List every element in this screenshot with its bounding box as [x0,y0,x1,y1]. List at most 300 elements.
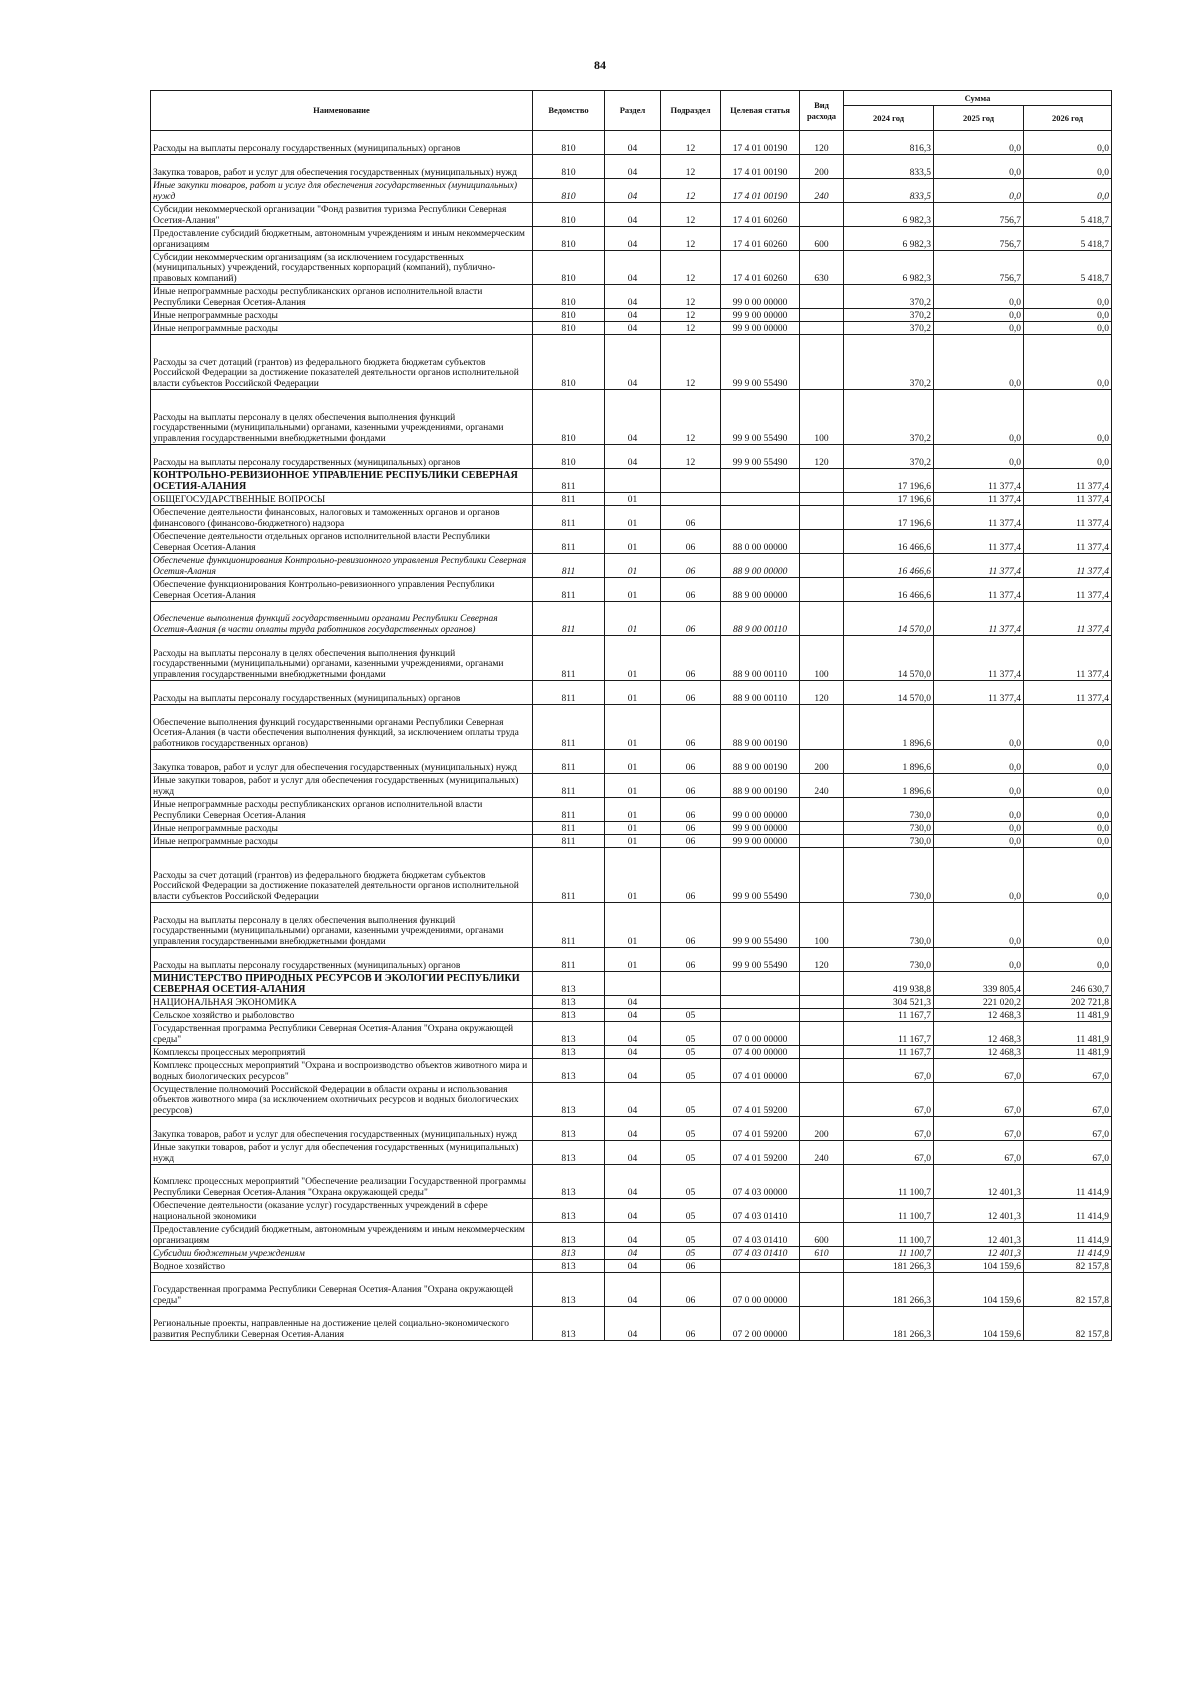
header-year-2026: 2026 год [1024,106,1112,131]
table-row [151,705,1112,750]
table-row [151,390,1112,445]
cell-celevaya-statya: 99 9 00 55490 [721,948,800,972]
cell-sum-2026: 11 377,4 [1024,681,1112,705]
cell-name: Иные непрограммные расходы [151,322,533,335]
table-row [151,602,1112,636]
cell-vid-rashoda [800,1273,844,1307]
table-row [151,822,1112,835]
table-row [151,1009,1112,1022]
header-podrazdel: Подраздел [661,91,721,131]
cell-vedomstvo: 811 [533,848,605,903]
table-row [151,131,1112,155]
cell-name: Расходы на выплаты персоналу государственных (муниципальных) органов [151,948,533,972]
cell-podrazdel: 06 [661,835,721,848]
cell-celevaya-statya: 88 9 00 00110 [721,602,800,636]
cell-vid-rashoda: 120 [800,681,844,705]
table-row [151,506,1112,530]
table-row [151,1083,1112,1117]
cell-sum-2025: 12 468,3 [934,1022,1024,1046]
cell-name: Обеспечение деятельности (оказание услуг) государственных учреждений в сфере национальной экономики [151,1199,533,1223]
cell-celevaya-statya [721,996,800,1009]
cell-sum-2024: 11 167,7 [844,1046,934,1059]
cell-sum-2026: 11 377,4 [1024,636,1112,681]
cell-sum-2025: 0,0 [934,390,1024,445]
cell-vedomstvo: 810 [533,285,605,309]
cell-vedomstvo: 813 [533,1247,605,1260]
cell-sum-2026: 82 157,8 [1024,1307,1112,1341]
cell-sum-2024: 6 982,3 [844,203,934,227]
cell-sum-2026: 11 377,4 [1024,506,1112,530]
cell-celevaya-statya: 99 9 00 55490 [721,335,800,390]
cell-razdel: 04 [605,1022,661,1046]
cell-vid-rashoda [800,1307,844,1341]
table-row [151,493,1112,506]
cell-razdel: 04 [605,179,661,203]
cell-sum-2025: 0,0 [934,948,1024,972]
cell-name: Водное хозяйство [151,1260,533,1273]
cell-podrazdel: 12 [661,179,721,203]
cell-sum-2026: 0,0 [1024,309,1112,322]
cell-vid-rashoda [800,1199,844,1223]
cell-vid-rashoda [800,972,844,996]
header-razdel: Раздел [605,91,661,131]
table-row [151,1165,1112,1199]
cell-celevaya-statya: 99 0 00 00000 [721,285,800,309]
cell-sum-2026: 5 418,7 [1024,227,1112,251]
cell-podrazdel: 05 [661,1199,721,1223]
table-row [151,179,1112,203]
cell-podrazdel: 06 [661,1260,721,1273]
table-row [151,1022,1112,1046]
cell-celevaya-statya: 99 9 00 00000 [721,822,800,835]
cell-sum-2026: 5 418,7 [1024,203,1112,227]
table-row [151,636,1112,681]
cell-sum-2025: 0,0 [934,848,1024,903]
cell-razdel: 04 [605,322,661,335]
cell-vedomstvo: 810 [533,335,605,390]
cell-vid-rashoda: 120 [800,948,844,972]
cell-razdel: 04 [605,285,661,309]
cell-sum-2024: 67,0 [844,1141,934,1165]
cell-vid-rashoda [800,1260,844,1273]
cell-podrazdel: 05 [661,1059,721,1083]
cell-sum-2025: 0,0 [934,822,1024,835]
cell-sum-2026: 0,0 [1024,822,1112,835]
cell-vedomstvo: 813 [533,1022,605,1046]
cell-razdel: 04 [605,1307,661,1341]
cell-podrazdel: 12 [661,322,721,335]
cell-podrazdel: 06 [661,798,721,822]
cell-celevaya-statya [721,493,800,506]
cell-celevaya-statya [721,469,800,493]
cell-razdel: 01 [605,554,661,578]
cell-sum-2024: 67,0 [844,1117,934,1141]
cell-sum-2025: 12 401,3 [934,1199,1024,1223]
cell-razdel: 01 [605,848,661,903]
cell-celevaya-statya: 07 4 03 00000 [721,1165,800,1199]
cell-vedomstvo: 810 [533,309,605,322]
cell-podrazdel: 05 [661,1009,721,1022]
cell-sum-2026: 11 377,4 [1024,530,1112,554]
cell-sum-2026: 67,0 [1024,1117,1112,1141]
cell-vedomstvo: 813 [533,1046,605,1059]
cell-name: Закупка товаров, работ и услуг для обеспечения государственных (муниципальных) нужд [151,750,533,774]
cell-vedomstvo: 811 [533,903,605,948]
cell-vedomstvo: 810 [533,179,605,203]
cell-sum-2025: 0,0 [934,774,1024,798]
cell-sum-2024: 833,5 [844,179,934,203]
cell-name: Иные непрограммные расходы республиканских органов исполнительной власти Республики Северная Осетия-Алания [151,798,533,822]
table-row [151,948,1112,972]
cell-sum-2024: 181 266,3 [844,1273,934,1307]
cell-sum-2026: 0,0 [1024,285,1112,309]
cell-vid-rashoda: 100 [800,903,844,948]
cell-sum-2026: 0,0 [1024,848,1112,903]
cell-vedomstvo: 810 [533,227,605,251]
cell-sum-2025: 756,7 [934,227,1024,251]
cell-celevaya-statya [721,1260,800,1273]
cell-sum-2025: 0,0 [934,798,1024,822]
cell-razdel: 01 [605,798,661,822]
cell-sum-2024: 730,0 [844,903,934,948]
cell-vid-rashoda [800,530,844,554]
cell-vedomstvo: 810 [533,251,605,285]
cell-celevaya-statya: 99 9 00 55490 [721,903,800,948]
cell-razdel: 04 [605,227,661,251]
cell-podrazdel: 12 [661,285,721,309]
cell-sum-2024: 6 982,3 [844,251,934,285]
table-row [151,681,1112,705]
cell-sum-2024: 370,2 [844,285,934,309]
cell-celevaya-statya: 88 9 00 00000 [721,554,800,578]
cell-name: Иные непрограммные расходы [151,309,533,322]
cell-name: Субсидии бюджетным учреждениям [151,1247,533,1260]
cell-vedomstvo: 811 [533,774,605,798]
table-row [151,1059,1112,1083]
cell-razdel: 04 [605,1141,661,1165]
cell-razdel: 04 [605,445,661,469]
cell-razdel: 04 [605,1260,661,1273]
cell-sum-2024: 816,3 [844,131,934,155]
cell-sum-2024: 304 521,3 [844,996,934,1009]
cell-name: Расходы за счет дотаций (грантов) из федерального бюджета бюджетам субъектов Российской Федерации за достижение показателей деятельности органов исполнительной власти субъектов Российской Федерации [151,335,533,390]
table-row [151,251,1112,285]
cell-razdel: 04 [605,155,661,179]
header-name: Наименование [151,91,533,131]
cell-vedomstvo: 811 [533,493,605,506]
cell-razdel: 01 [605,636,661,681]
cell-vedomstvo: 811 [533,681,605,705]
cell-podrazdel: 06 [661,602,721,636]
header-celevaya-statya: Целевая статья [721,91,800,131]
table-row [151,903,1112,948]
cell-sum-2024: 16 466,6 [844,530,934,554]
cell-sum-2026: 11 414,9 [1024,1247,1112,1260]
cell-sum-2025: 0,0 [934,835,1024,848]
cell-sum-2025: 0,0 [934,309,1024,322]
cell-sum-2026: 0,0 [1024,835,1112,848]
cell-vedomstvo: 813 [533,1273,605,1307]
cell-sum-2024: 833,5 [844,155,934,179]
cell-sum-2024: 16 466,6 [844,578,934,602]
cell-razdel: 04 [605,335,661,390]
cell-celevaya-statya: 88 9 00 00110 [721,681,800,705]
cell-sum-2025: 11 377,4 [934,469,1024,493]
table-row [151,1046,1112,1059]
cell-sum-2025: 11 377,4 [934,554,1024,578]
cell-vedomstvo: 813 [533,1117,605,1141]
cell-sum-2025: 11 377,4 [934,636,1024,681]
cell-podrazdel: 12 [661,309,721,322]
cell-podrazdel: 06 [661,903,721,948]
cell-razdel: 01 [605,578,661,602]
cell-vid-rashoda [800,1083,844,1117]
cell-podrazdel [661,493,721,506]
table-row [151,1247,1112,1260]
cell-celevaya-statya: 99 0 00 00000 [721,798,800,822]
cell-name: Расходы на выплаты персоналу в целях обеспечения выполнения функций государственными (муниципальными) органами, казенными учреждениями, органами управления государственными внебюджетными фондами [151,903,533,948]
cell-sum-2026: 0,0 [1024,445,1112,469]
cell-razdel: 01 [605,530,661,554]
cell-vedomstvo: 811 [533,506,605,530]
cell-name: Сельское хозяйство и рыболовство [151,1009,533,1022]
cell-sum-2026: 67,0 [1024,1141,1112,1165]
cell-vedomstvo: 811 [533,705,605,750]
cell-sum-2026: 11 481,9 [1024,1009,1112,1022]
cell-name: Субсидии некоммерческим организациям (за исключением государственных (муниципальных) учреждений, государственных корпораций (компаний), публично-правовых компаний) [151,251,533,285]
cell-vid-rashoda [800,835,844,848]
cell-celevaya-statya: 07 4 03 01410 [721,1223,800,1247]
table-header [151,91,1112,131]
cell-podrazdel: 12 [661,251,721,285]
cell-vedomstvo: 811 [533,578,605,602]
cell-sum-2025: 11 377,4 [934,681,1024,705]
cell-name: НАЦИОНАЛЬНАЯ ЭКОНОМИКА [151,996,533,1009]
table-row [151,774,1112,798]
cell-name: Расходы на выплаты персоналу государственных (муниципальных) органов [151,681,533,705]
cell-sum-2025: 67,0 [934,1083,1024,1117]
cell-celevaya-statya: 99 9 00 00000 [721,309,800,322]
cell-sum-2026: 0,0 [1024,774,1112,798]
cell-vid-rashoda: 600 [800,227,844,251]
cell-podrazdel: 05 [661,1223,721,1247]
cell-sum-2024: 17 196,6 [844,493,934,506]
cell-podrazdel: 05 [661,1046,721,1059]
cell-sum-2024: 730,0 [844,848,934,903]
cell-sum-2026: 0,0 [1024,903,1112,948]
table-row [151,203,1112,227]
cell-celevaya-statya: 99 9 00 00000 [721,322,800,335]
cell-razdel: 04 [605,251,661,285]
cell-razdel: 01 [605,493,661,506]
header-vedomstvo: Ведомство [533,91,605,131]
cell-vid-rashoda [800,705,844,750]
cell-sum-2026: 11 377,4 [1024,469,1112,493]
cell-sum-2026: 5 418,7 [1024,251,1112,285]
cell-razdel: 04 [605,1117,661,1141]
cell-sum-2026: 11 377,4 [1024,578,1112,602]
cell-sum-2024: 11 100,7 [844,1199,934,1223]
cell-sum-2026: 11 377,4 [1024,554,1112,578]
cell-sum-2025: 0,0 [934,705,1024,750]
table-row [151,285,1112,309]
cell-razdel [605,469,661,493]
cell-name: Иные закупки товаров, работ и услуг для обеспечения государственных (муниципальных) нужд [151,774,533,798]
cell-name: Иные непрограммные расходы [151,822,533,835]
cell-celevaya-statya [721,972,800,996]
cell-vedomstvo: 811 [533,469,605,493]
cell-vedomstvo: 813 [533,1223,605,1247]
cell-name: Государственная программа Республики Северная Осетия-Алания "Охрана окружающей среды" [151,1022,533,1046]
cell-name: МИНИСТЕРСТВО ПРИРОДНЫХ РЕСУРСОВ И ЭКОЛОГИИ РЕСПУБЛИКИ СЕВЕРНАЯ ОСЕТИЯ-АЛАНИЯ [151,972,533,996]
cell-name: Предоставление субсидий бюджетным, автономным учреждениям и иным некоммерческим организациям [151,227,533,251]
cell-razdel: 04 [605,1199,661,1223]
cell-celevaya-statya: 99 9 00 55490 [721,848,800,903]
cell-celevaya-statya: 07 0 00 00000 [721,1273,800,1307]
cell-sum-2024: 419 938,8 [844,972,934,996]
cell-vid-rashoda [800,996,844,1009]
cell-vid-rashoda [800,285,844,309]
cell-celevaya-statya: 07 4 03 01410 [721,1247,800,1260]
cell-name: Обеспечение функционирования Контрольно-ревизионного управления Республики Северная Осетия-Алания [151,554,533,578]
cell-razdel [605,972,661,996]
cell-sum-2025: 756,7 [934,203,1024,227]
cell-sum-2026: 0,0 [1024,131,1112,155]
cell-vid-rashoda: 630 [800,251,844,285]
cell-sum-2024: 370,2 [844,309,934,322]
cell-sum-2024: 730,0 [844,835,934,848]
cell-razdel: 04 [605,1273,661,1307]
cell-sum-2026: 0,0 [1024,750,1112,774]
cell-vid-rashoda [800,1165,844,1199]
cell-razdel: 01 [605,681,661,705]
cell-sum-2026: 67,0 [1024,1059,1112,1083]
cell-razdel: 01 [605,822,661,835]
cell-sum-2024: 67,0 [844,1059,934,1083]
cell-sum-2025: 0,0 [934,335,1024,390]
cell-vedomstvo: 811 [533,602,605,636]
cell-razdel: 04 [605,1059,661,1083]
cell-sum-2026: 0,0 [1024,155,1112,179]
table-row [151,445,1112,469]
cell-razdel: 04 [605,996,661,1009]
cell-vid-rashoda [800,1046,844,1059]
cell-name: Иные непрограммные расходы [151,835,533,848]
cell-vid-rashoda: 200 [800,155,844,179]
cell-sum-2024: 11 100,7 [844,1223,934,1247]
table-row [151,469,1112,493]
cell-podrazdel [661,996,721,1009]
cell-sum-2024: 1 896,6 [844,750,934,774]
table-row [151,227,1112,251]
cell-name: Расходы на выплаты персоналу государственных (муниципальных) органов [151,131,533,155]
cell-sum-2026: 0,0 [1024,179,1112,203]
cell-sum-2024: 1 896,6 [844,705,934,750]
cell-vid-rashoda: 240 [800,1141,844,1165]
cell-razdel: 01 [605,602,661,636]
cell-vedomstvo: 813 [533,1059,605,1083]
cell-sum-2025: 756,7 [934,251,1024,285]
cell-vedomstvo: 813 [533,1083,605,1117]
cell-sum-2024: 730,0 [844,798,934,822]
cell-sum-2025: 0,0 [934,445,1024,469]
cell-vedomstvo: 813 [533,1199,605,1223]
cell-vedomstvo: 811 [533,530,605,554]
cell-sum-2026: 11 414,9 [1024,1223,1112,1247]
cell-sum-2024: 14 570,0 [844,602,934,636]
cell-vid-rashoda [800,493,844,506]
cell-sum-2026: 0,0 [1024,948,1112,972]
cell-vid-rashoda: 610 [800,1247,844,1260]
cell-sum-2026: 0,0 [1024,798,1112,822]
cell-sum-2025: 104 159,6 [934,1273,1024,1307]
cell-vedomstvo: 810 [533,390,605,445]
cell-podrazdel: 06 [661,1307,721,1341]
cell-razdel: 04 [605,203,661,227]
cell-celevaya-statya: 17 4 01 60260 [721,251,800,285]
cell-sum-2024: 14 570,0 [844,636,934,681]
cell-razdel: 01 [605,835,661,848]
cell-celevaya-statya: 88 9 00 00190 [721,750,800,774]
cell-name: Расходы на выплаты персоналу государственных (муниципальных) органов [151,445,533,469]
cell-celevaya-statya: 07 4 01 59200 [721,1117,800,1141]
cell-vid-rashoda: 120 [800,131,844,155]
table-row [151,996,1112,1009]
cell-vid-rashoda: 120 [800,445,844,469]
cell-vid-rashoda [800,1059,844,1083]
cell-sum-2025: 11 377,4 [934,602,1024,636]
cell-vid-rashoda [800,203,844,227]
cell-sum-2026: 0,0 [1024,322,1112,335]
cell-sum-2026: 82 157,8 [1024,1260,1112,1273]
table-row [151,848,1112,903]
cell-sum-2025: 0,0 [934,131,1024,155]
cell-razdel: 04 [605,1223,661,1247]
cell-vedomstvo: 813 [533,1165,605,1199]
cell-celevaya-statya: 99 9 00 00000 [721,835,800,848]
cell-vid-rashoda: 200 [800,750,844,774]
table-row [151,309,1112,322]
table-row [151,530,1112,554]
cell-razdel: 01 [605,948,661,972]
cell-name: Расходы за счет дотаций (грантов) из федерального бюджета бюджетам субъектов Российской Федерации за достижение показателей деятельности органов исполнительной власти субъектов Российской Федерации [151,848,533,903]
header-year-2024: 2024 год [844,106,934,131]
cell-celevaya-statya: 17 4 01 00190 [721,179,800,203]
cell-podrazdel: 05 [661,1083,721,1117]
cell-sum-2024: 11 167,7 [844,1009,934,1022]
cell-podrazdel: 12 [661,445,721,469]
cell-celevaya-statya: 07 0 00 00000 [721,1022,800,1046]
table-row [151,750,1112,774]
cell-name: Осуществление полномочий Российской Федерации в области охраны и использования объектов животного мира (за исключением охотничьих ресурсов и водных биологических ресурсов) [151,1083,533,1117]
cell-celevaya-statya: 17 4 01 60260 [721,227,800,251]
cell-sum-2026: 11 377,4 [1024,493,1112,506]
cell-sum-2024: 11 100,7 [844,1165,934,1199]
cell-podrazdel: 06 [661,948,721,972]
cell-sum-2024: 11 100,7 [844,1247,934,1260]
cell-celevaya-statya: 88 9 00 00190 [721,705,800,750]
cell-sum-2025: 0,0 [934,179,1024,203]
cell-vedomstvo: 811 [533,822,605,835]
cell-sum-2025: 0,0 [934,903,1024,948]
budget-table [150,90,1112,1341]
cell-sum-2024: 730,0 [844,822,934,835]
cell-podrazdel: 06 [661,506,721,530]
cell-name: Расходы на выплаты персоналу в целях обеспечения выполнения функций государственными (муниципальными) органами, казенными учреждениями, органами управления государственными внебюджетными фондами [151,636,533,681]
cell-vid-rashoda [800,469,844,493]
cell-sum-2025: 221 020,2 [934,996,1024,1009]
cell-vid-rashoda [800,602,844,636]
